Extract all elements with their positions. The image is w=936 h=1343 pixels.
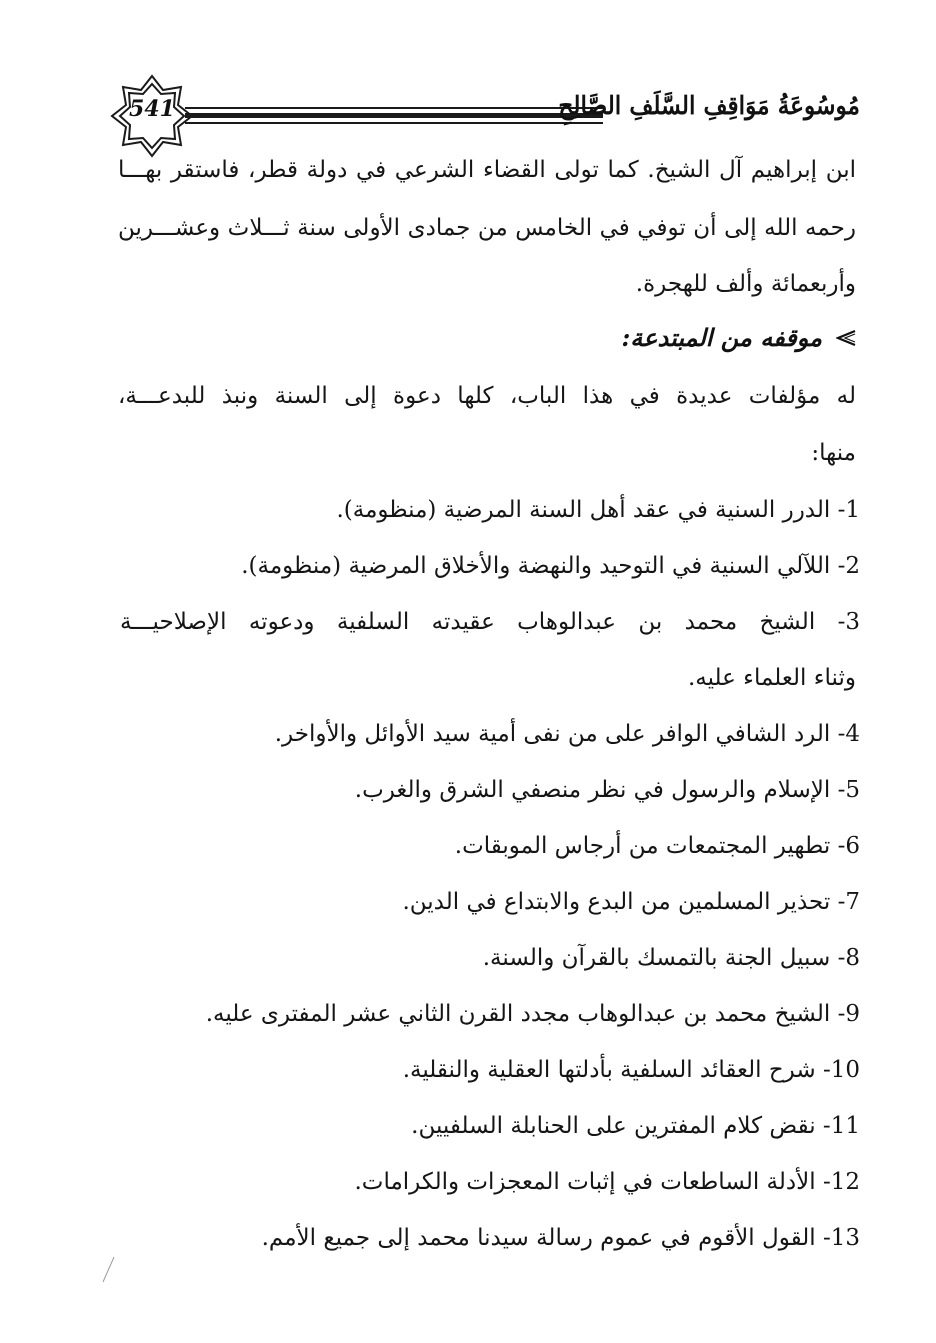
- list-item: 5- الإسلام والرسول في نظر منصفي الشرق والغرب.: [354, 777, 860, 803]
- page-edge-mark: [100, 1255, 116, 1285]
- section-heading-text: موقفه من المبتدعة:: [621, 323, 822, 352]
- list-item: 9- الشيخ محمد بن عبدالوهاب مجدد القرن الثاني عشر المفترى عليه.: [205, 1001, 860, 1027]
- arrowhead-bullet-icon: [836, 330, 856, 346]
- list-item: 1- الدرر السنية في عقد أهل السنة المرضية (منظومة).: [336, 497, 860, 523]
- paragraph-line: وأربعمائة وألف للهجرة.: [635, 271, 856, 297]
- header-rule-thin-bottom: [185, 122, 603, 124]
- header-rule-thin-top: [185, 107, 603, 109]
- list-item: 13- القول الأقوم في عموم رسالة سيدنا محمد إلى جميع الأمم.: [261, 1225, 860, 1251]
- list-item: 8- سبيل الجنة بالتمسك بالقرآن والسنة.: [482, 945, 860, 971]
- page-header: [0, 0, 936, 160]
- list-item: 12- الأدلة الساطعات في إثبات المعجزات والكرامات.: [354, 1169, 860, 1195]
- section-intro-line: له مؤلفات عديدة في هذا الباب، كلها دعوة إلى السنة ونبذ للبدعـــة،: [118, 383, 856, 409]
- section-heading: [621, 323, 856, 352]
- list-item: 11- نقض كلام المفترين على الحنابلة السلفيين.: [411, 1113, 860, 1139]
- section-intro-line: منها:: [811, 440, 856, 466]
- list-item: 10- شرح العقائد السلفية بأدلتها العقلية والنقلية.: [402, 1057, 860, 1083]
- list-item: 6- تطهير المجتمعات من أرجاس الموبقات.: [454, 833, 860, 859]
- paragraph-line: رحمه الله إلى أن توفي في الخامس من جمادى الأولى سنة ثـــلاث وعشـــرين: [118, 215, 856, 241]
- header-rule-thick: [185, 113, 603, 118]
- list-item: 7- تحذير المسلمين من البدع والابتداع في الدين.: [402, 889, 860, 915]
- paragraph-line: ابن إبراهيم آل الشيخ. كما تولى القضاء الشرعي في دولة قطر، فاستقر بهـــا: [118, 157, 856, 183]
- series-title: مُوسُوعَةُ مَوَاقِفِ السَّلَفِ الصَّالِحِ: [558, 91, 860, 120]
- list-item: 4- الرد الشافي الوافر على من نفى أمية سيد الأوائل والأواخر.: [274, 721, 860, 747]
- list-item-continuation: وثناء العلماء عليه.: [687, 665, 856, 691]
- list-item: 3- الشيخ محمد بن عبدالوهاب عقيدته السلفية ودعوته الإصلاحيـــة: [120, 609, 860, 635]
- list-item: 2- اللآلي السنية في التوحيد والنهضة والأخلاق المرضية (منظومة).: [241, 553, 860, 579]
- page-number: 541: [129, 96, 175, 122]
